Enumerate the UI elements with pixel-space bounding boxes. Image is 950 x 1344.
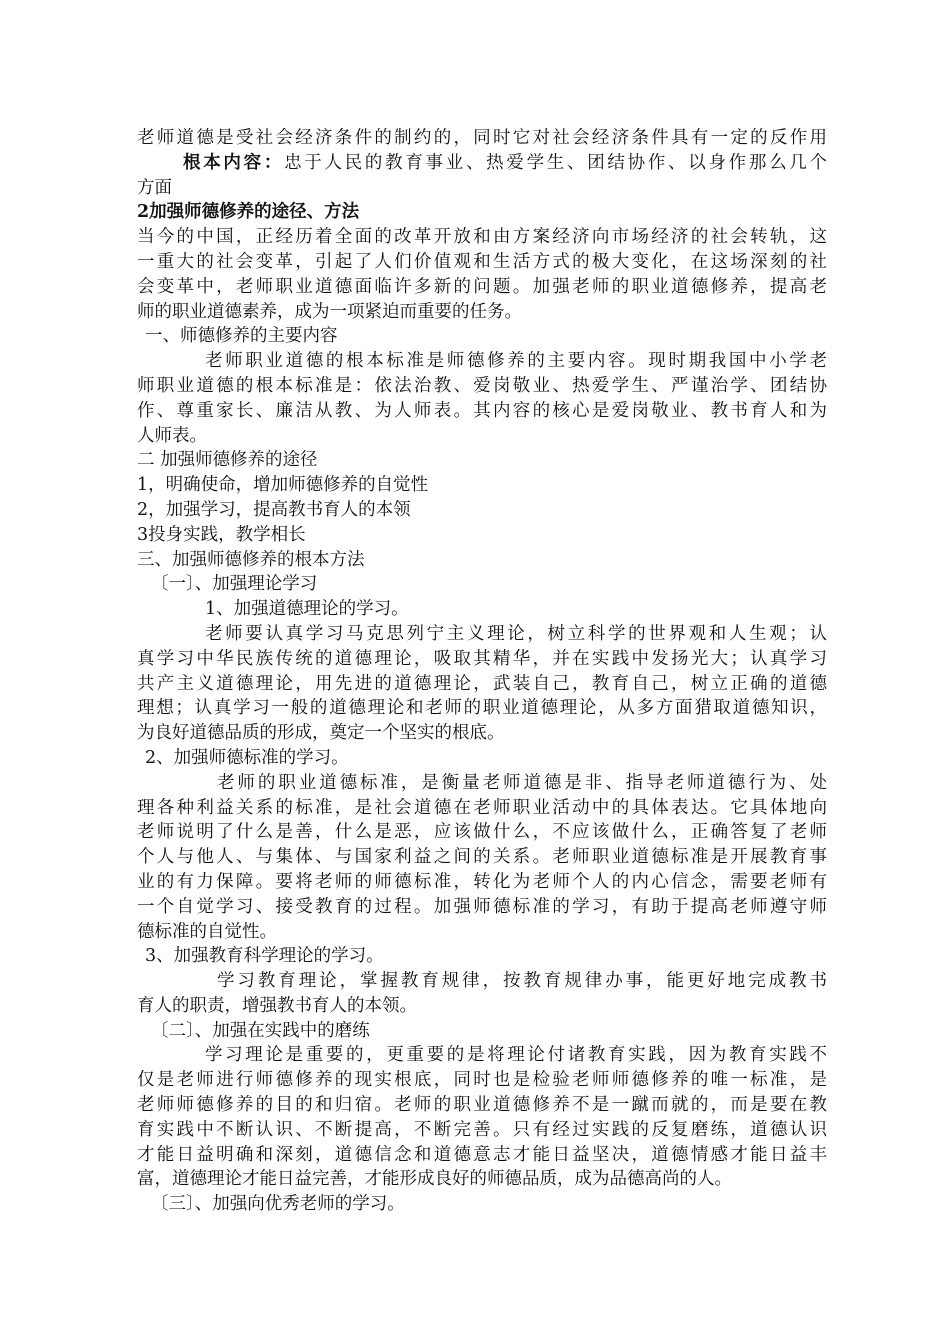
list-item: 1，明确使命，增加师德修养的自觉性	[137, 475, 429, 496]
text-line: 个人与他人、与集体、与国家利益之间的关系。老师职业道德标准是开展教育事	[137, 847, 827, 868]
subsection-heading: 一、师德修养的主要内容	[145, 326, 338, 347]
text-line: 老师师德修养的目的和归宿。老师的职业道德修养不是一蹴而就的，而是要在教	[137, 1095, 827, 1116]
subsection-heading: 1、加强道德理论的学习。	[205, 599, 409, 620]
text-line: 一重大的社会变革，引起了人们价值观和生活方式的极大变化，在这场深刻的社	[137, 251, 827, 272]
text-line: 才能日益明确和深刻，道德信念和道德意志才能日益坚决，道德情感才能日益丰	[137, 1144, 827, 1165]
text-line: 师的职业道德素养，成为一项紧迫而重要的任务。	[137, 301, 522, 322]
subsection-heading: 〔三〕、加强向优秀老师的学习。	[151, 1194, 405, 1215]
text-line: 业的有力保障。要将老师的师德标准，转化为老师个人的内心信念，需要老师有	[137, 871, 827, 892]
text-line: 人师表。	[137, 425, 207, 446]
text-line: 学习教育理论，掌握教育规律，按教育规律办事，能更好地完成教书	[217, 971, 827, 992]
text-line: 老师的职业道德标准，是衡量老师道德是非、指导老师道德行为、处	[217, 772, 827, 793]
text-line: 育人的职责，增强教书育人的本领。	[137, 995, 417, 1016]
text-line: 真学习中华民族传统的道德理论，吸取其精华，并在实践中发扬光大；认真学习	[137, 648, 827, 669]
text-line: 老师道德是受社会经济条件的制约的，同时它对社会经济条件具有一定的反作用	[137, 128, 827, 148]
document-page	[137, 126, 827, 1217]
text-line: 为良好道德品质的形成，奠定一个坚实的根底。	[137, 723, 505, 744]
text-line: 方面	[137, 177, 172, 198]
subsection-heading: 2、加强师德标准的学习。	[145, 747, 349, 768]
text-line: 会变革中，老师职业道德面临许多新的问题。加强老师的职业道德修养，提高老	[137, 276, 827, 297]
list-item: 3投身实践，教学相长	[137, 524, 306, 545]
text-line: 老师要认真学习马克思列宁主义理论，树立科学的世界观和人生观；认	[205, 623, 827, 644]
text-line: 仅是老师进行师德修养的现实根底，同时也是检验老师师德修养的唯一标准，是	[137, 1070, 827, 1091]
section-heading: 2加强师德修养的途径、方法	[137, 202, 360, 223]
text-span: 忠于人民的教育事业、热爱学生、团结协作、以身作那么几个	[284, 152, 828, 173]
text-line: 老师说明了什么是善，什么是恶，应该做什么，不应该做什么，正确答复了老师	[137, 822, 827, 843]
text-line: 富，道德理论才能日益完善，才能形成良好的师德品质，成为品德高尚的人。	[137, 1169, 732, 1190]
text-line: 一个自觉学习、接受教育的过程。加强师德标准的学习，有助于提高老师遵守师	[137, 896, 827, 917]
subsection-heading: 三、加强师德修养的根本方法	[137, 549, 365, 570]
text-line: 学习理论是重要的，更重要的是将理论付诸教育实践，因为教育实践不	[205, 1045, 827, 1066]
subsection-heading: 〔一〕、加强理论学习	[151, 574, 318, 595]
text-line: 老师职业道德的根本标准是师德修养的主要内容。现时期我国中小学老	[205, 351, 827, 372]
text-line: 当今的中国，正经历着全面的改革开放和由方案经济向市场经济的社会转轨，这	[137, 227, 827, 248]
subsection-heading: 二 加强师德修养的途径	[137, 450, 318, 471]
text-line: 师职业道德的根本标准是：依法治教、爱岗敬业、热爱学生、严谨治学、团结协	[137, 375, 827, 396]
text-line: 育实践中不断认识、不断提高，不断完善。只有经过实践的反复磨练，道德认识	[137, 1119, 827, 1140]
bold-label: 根本内容：	[183, 152, 285, 173]
text-line: 共产主义道德理论，用先进的道德理论，武装自己，教育自己，树立正确的道德	[137, 673, 827, 694]
text-line	[137, 151, 827, 176]
subsection-heading: 〔二〕、加强在实践中的磨练	[151, 1020, 370, 1041]
text-line: 理想；认真学习一般的道德理论和老师的职业道德理论，从多方面猎取道德知识，	[137, 698, 827, 719]
text-line: 理各种利益关系的标准，是社会道德在老师职业活动中的具体表达。它具体地向	[137, 797, 827, 818]
text-line: 德标准的自觉性。	[137, 921, 277, 942]
text-line: 作、尊重家长、廉洁从教、为人师表。其内容的核心是爱岗敬业、教书育人和为	[137, 400, 827, 421]
list-item: 2，加强学习，提高教书育人的本领	[137, 499, 411, 520]
subsection-heading: 3、加强教育科学理论的学习。	[145, 946, 384, 967]
